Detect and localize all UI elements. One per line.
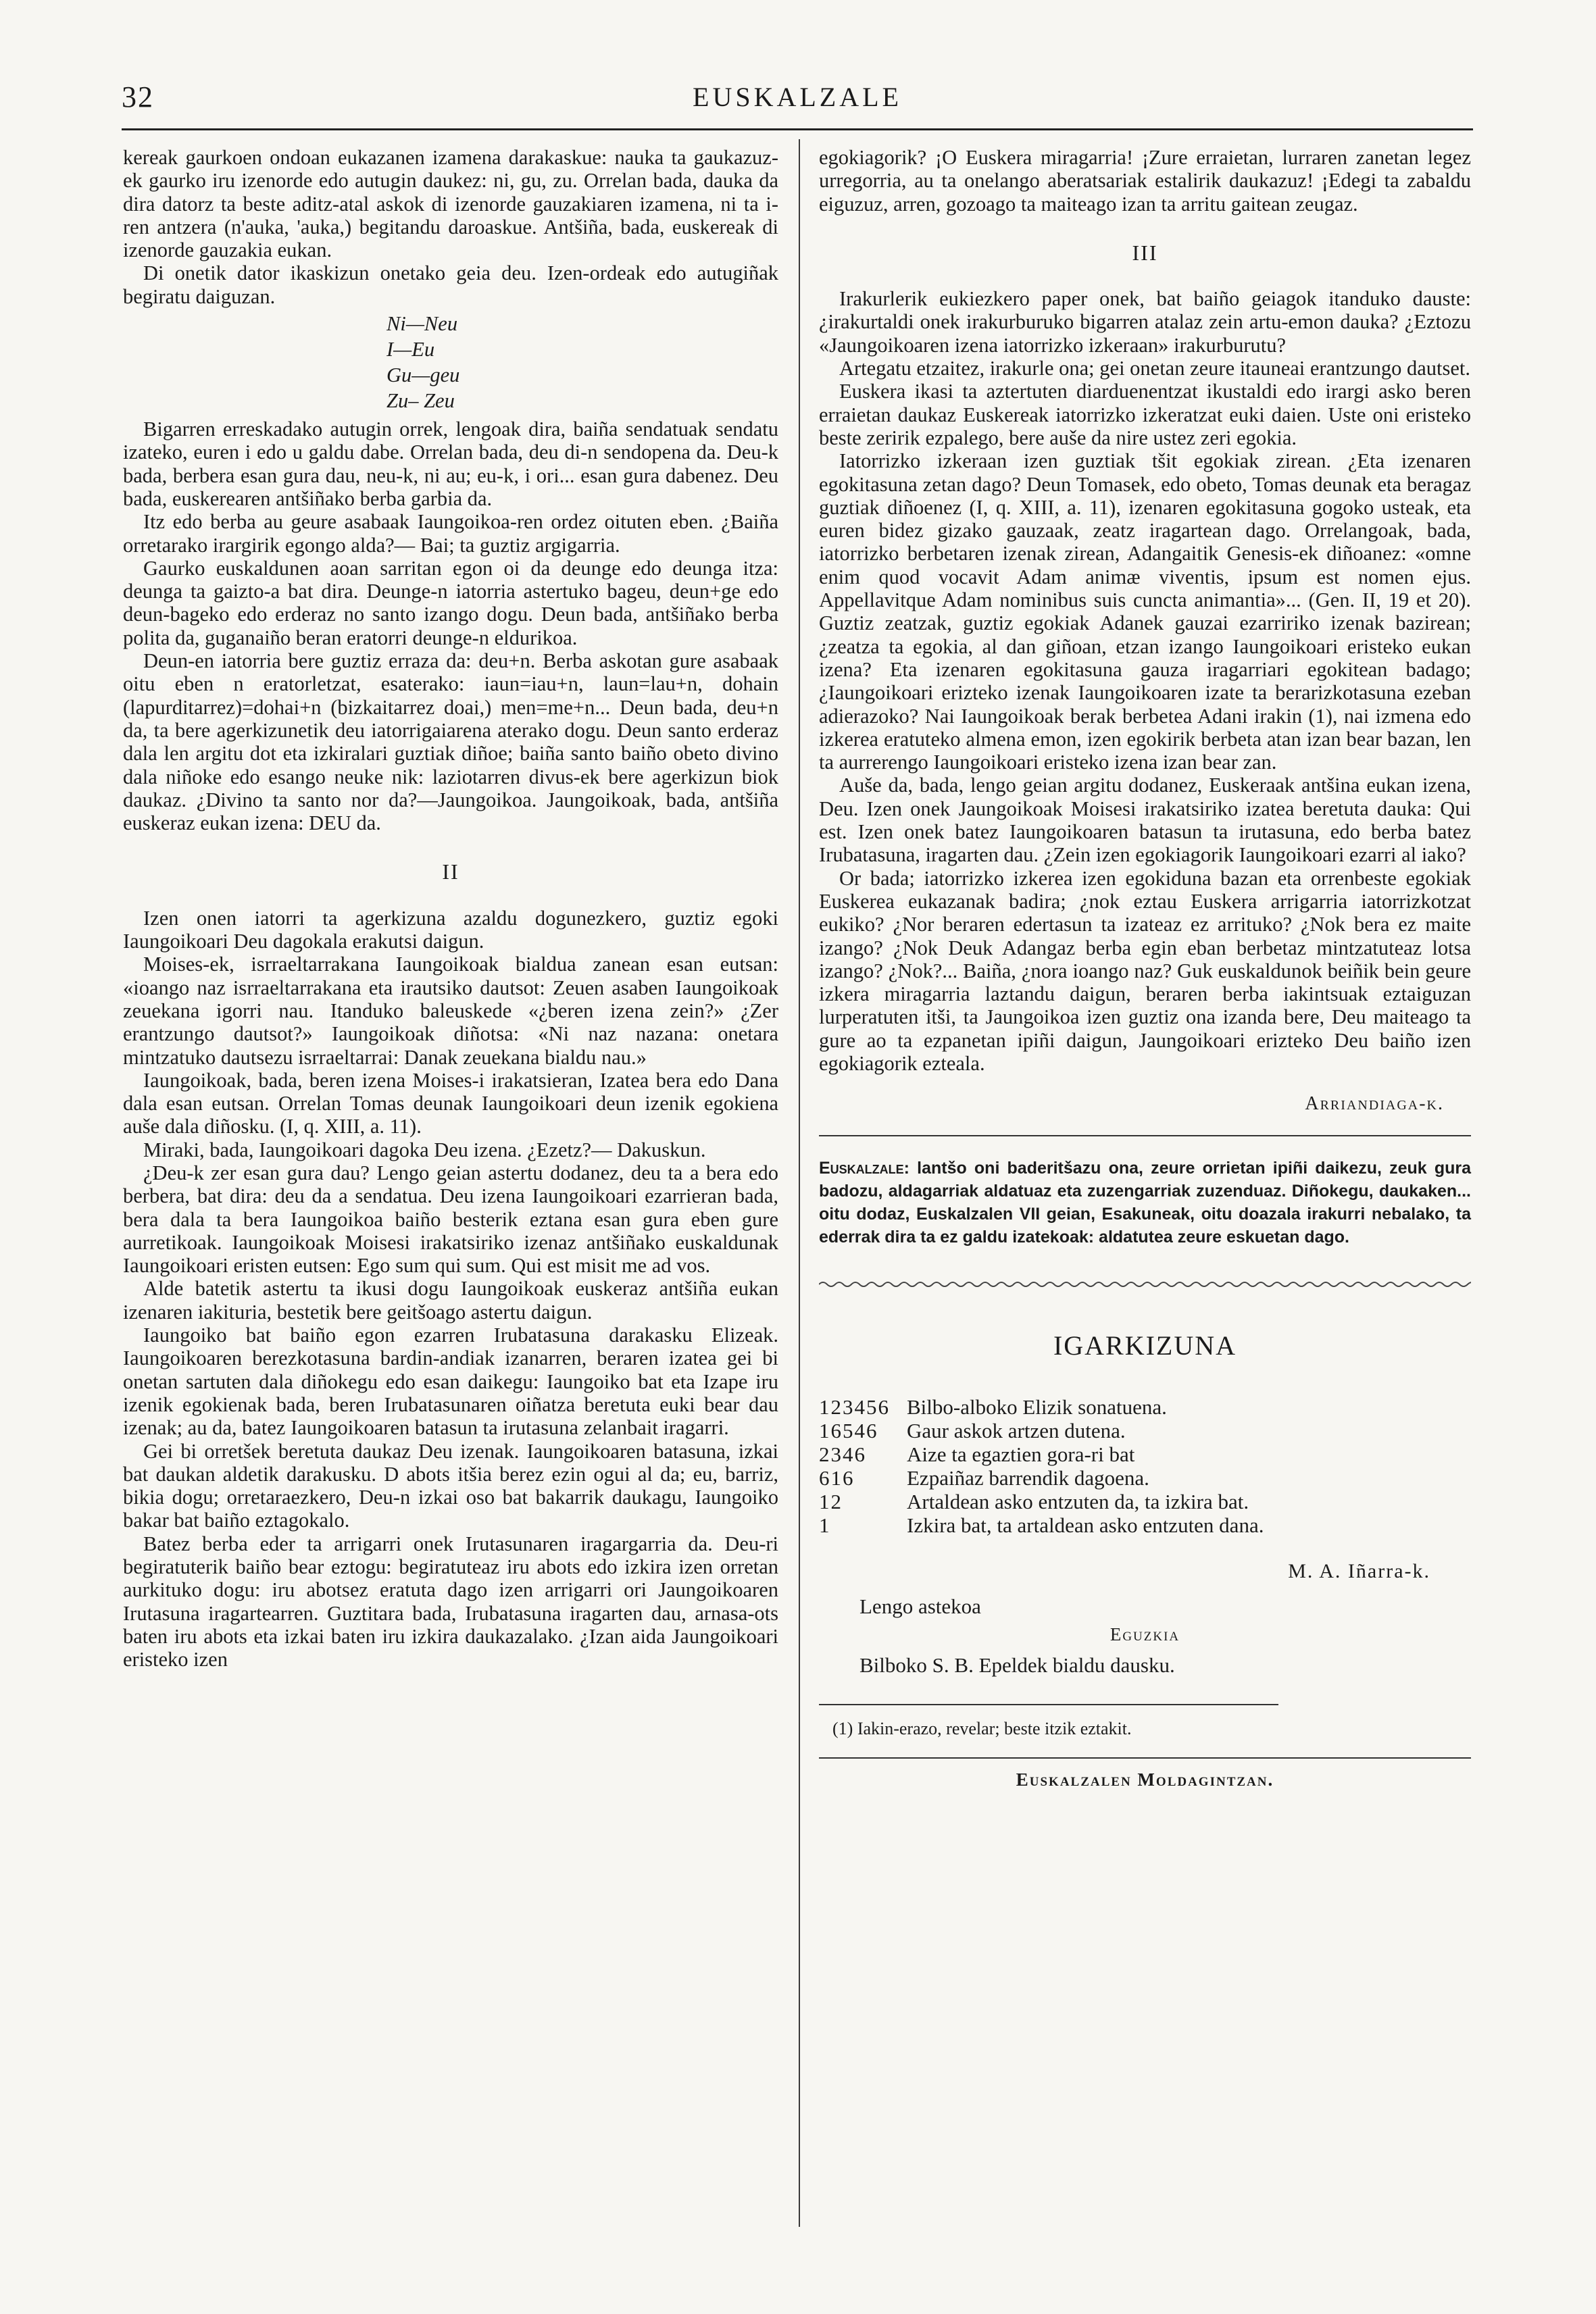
puzzle-number: 2346 [819, 1442, 866, 1467]
verse-line: Zu– Zeu [386, 389, 455, 413]
verse-line: Gu—geu [386, 363, 460, 387]
puzzle-clue: Gaur askok artzen dutena. [907, 1419, 1126, 1443]
right-paragraph-1: egokiagorik? ¡O Euskera miragarria! ¡Zure erraietan, lurraren zanetan legez urregorria, au ta onelango aberatsariak estalirik daukazuz! ¡Edegi ta zabaldu eiguzuz, arren, gozoago ta maiteago izan ta arritu gaitean zeugaz. [819, 146, 1471, 216]
header-rule [122, 128, 1473, 130]
puzzle-row [819, 1419, 1471, 1442]
left-paragraph-11: ¿Deu-k zer esan gura dau? Lengo geian astertu dodanez, deu ta a bera edo berbera, bat dira: deu da a sendatua. Deu izena Iaungoikoari ezarrieran bada, bera dala ta bera Iaungoikoa baiño besterik eztana esan gura eben gure aurretikoak. Iaungoikoak Moisesi irakatsiriko izenaz antšiñako euskaldunak Iaungoikoari eristen eutsen: Ego sum qui sum. Qui est misit me ad vos. [123, 1161, 778, 1278]
left-paragraph-14: Gei bi orretšek beretuta daukaz Deu izenak. Iaungoikoaren batasuna, izkai bat daukan aldetik darakusku. D abots itšia berez ezin ogui al da; eu, barriz, bikia dogu; orretaraezkero, Deu-n izkai oso bat bakarrik daukagu, Iaungoiko bakar bat baiño eztagokalo. [123, 1439, 778, 1532]
puzzle-row [819, 1513, 1471, 1537]
colophon-rule [819, 1757, 1471, 1759]
puzzle-list [819, 1395, 1471, 1537]
left-paragraph-15: Batez berba eder ta arrigarri onek Irutasunaren iragargarria da. Deu-ri begiratuterik baiño bear eztogu: begiratuteaz iru abots edo izkira izen orretan aurkituko dogu: iru abotsez eratuta dago izen arrigarri ori Jaungoikoaren Irutasuna iragartearren. Guztitara bada, Irubatasuna iragarten dau, arnasa-ots baten iru abots eta izkai baten iru izkira daukazalako. ¿Izan aida Jaungoikoari eristeko izen [123, 1532, 778, 1671]
page-header [122, 80, 1473, 134]
section-heading-ii: II [442, 859, 459, 884]
author-signature: Arriandiaga-k. [1305, 1093, 1444, 1115]
notice-rule [819, 1135, 1471, 1136]
puzzle-signature: M. A. Iñarra-k. [1288, 1560, 1430, 1583]
puzzle-clue: Bilbo-alboko Elizik sonatuena. [907, 1395, 1167, 1419]
section-heading-iii: III [1132, 240, 1158, 265]
puzzle-title: IGARKIZUNA [1053, 1330, 1237, 1361]
puzzle-row [819, 1442, 1471, 1466]
left-column [123, 146, 778, 1671]
pronoun-verse [386, 311, 778, 413]
previous-puzzle-label: Lengo astekoa [859, 1594, 981, 1619]
puzzle-clue: Ezpaiñaz barrendik dagoena. [907, 1466, 1149, 1490]
right-paragraph-5: Iatorrizko izkeraan izen guztiak tšit egokiak zirean. ¿Eta izenaren egokitasuna zetan dago? Deun Tomasek, edo obeto, Tomas deunak eta beragaz guztiak diñoenez (I, q. XIII, a. 11), izenaren egokitasuna gogoko usteak, eta euren bidez gizako gauzaak, zeatz iragartean dago. Orrelangoak, bada, iatorrizko berbetaren izenak zirean, Adangaitik Genesis-ek diñoanez: «omne enim quod vocavit Adam animæ viventis, ipsum est nomen ejus. Appellavitque Adam nominibus suis cuncta animantia»... (Gen. II, 19 et 20). Guztiz zeatzak, guztiz egokiak Adanek gauzai ezarririko izenak bazirean; ¿zeatza ta egokia, al dan giñoan, etzan izango Iaungoikoari eristeko eukan izena? Eta izenaren egokitasuna gauza iragarriari egokitean badago; ¿Iaungoikoari erizteko izenak Iaungoikoaren izate ta berarizkotasuna ezeban adierazoko? Nai Iaungoikoak berak berbetea Adani irakin (1), nai izmena edo izkerea eratuteko almena emon, izen egokirik berbeta atan izan bear bazan, len ta aurrerengo Iaungoikoari eristeko izena izan bear zan. [819, 449, 1471, 774]
puzzle-number: 12 [819, 1490, 843, 1514]
puzzle-row [819, 1490, 1471, 1513]
left-paragraph-10: Miraki, bada, Iaungoikoari dagoka Deu izena. ¿Ezetz?— Dakuskun. [143, 1138, 706, 1161]
right-paragraph-4: Euskera ikasi ta aztertuten diarduenentzat ikustaldi edo irargi asko beren erraietan daukaz Euskereak iatorrizko izkeratzat euki daien. Uste oni eristeko beste zeririk ezpalego, bere auše da nire ustez zeri egokia. [819, 380, 1471, 449]
puzzle-number: 16546 [819, 1419, 878, 1443]
puzzle-number: 616 [819, 1466, 855, 1490]
verse-line: I—Eu [386, 338, 435, 361]
right-paragraph-3: Artegatu etzaitez, irakurle ona; gei onetan zeure itauneai erantzungo dautset. [839, 357, 1471, 380]
left-paragraph-9: Iaungoikoak, bada, beren izena Moises-i irakatsieran, Izatea bera edo Dana dala esan eutsan. Orrelan Tomas deunak Iaungoikoari deun izenik egokiena auše dala diñosku. (I, q. XIII, a. 11). [123, 1068, 778, 1138]
left-paragraph-8: Moises-ek, isrraeltarrakana Iaungoikoak bialdua zanean esan eutsan: «ioango naz isrraeltarrakana eta irautsiko dautsot: Zeuen asaben Iaungoikoak zeuekana igorri nau. Itanduko baleuskede «¿beren izena zein?» ¿Zer erantzungo dautsot?» Iaungoikoak diñotsa: «Ni naz nazana: onetara mintzatuko dautsezu isrraeltarrai: Danak zeuekana bialdu nau.» [123, 953, 778, 1069]
right-paragraph-6: Auše da, bada, lengo geian argitu dodanez, Euskeraak antšina eukan izena, Deu. Izen onek Jaungoikoak Moisesi irakatsiriko izatea beretuta dauka: Qui est. Izen onek batez Iaungoikoaren batasun ta irutasuna, edo berba batez Irubatasuna, iragarten dau. ¿Zein izen egokiagorik Iaungoikoari ezarri al iako? [819, 774, 1471, 867]
puzzle-row [819, 1395, 1471, 1419]
notice-text: lantšo oni baderitšazu ona, zeure orrietan ipiñi daikezu, zeuk gura badozu, aldagarriak aldatuaz eta zuzengarriak zuzenduaz. Diñokegu, daukaken... oitu dodaz, Euskalzalen VII geian, Esakuneak, oitu doazala irakurri nebalako, ta ederrak dira ta ez galdu izatekoak: aldatutea zeure eskuetan dago. [819, 1158, 1471, 1247]
left-paragraph-12: Alde batetik astertu ta ikusi dogu Iaungoikoak euskeraz antšiña eukan izenaren iakituria, bestetik bere geitšoago astertu daigun. [123, 1277, 778, 1324]
wavy-divider [819, 1280, 1471, 1289]
column-divider [799, 139, 800, 2227]
right-paragraph-7: Or bada; iatorrizko izkerea izen egokiduna bazan eta orrenbeste egokiak Euskerea eukazanak badira; ¿nok eztau Euskera arrigarria iatorrizkotzat eukiko? ¿Nor beraren edertasun ta izateaz ez arrituko? ¿Nok bera ez maite izango? ¿Nok Deuk Adangaz berba egin eban berbetaz mintzatuteaz lotsa izango? ¿Nok?... Baiña, ¿nora ioango naz? Guk euskaldunok beiñik bein geure izkera miragarria laztandu daigun, beraren berba iakintsuak eztaiguzan lurperatuten itši, ta Jaungoikoa izen guztiz ona izanda bere, Deu maiteago ta gure ao ta ezpanetan ipiñi daigun, Jaungoikoari erizteko Deu baiño izen egokiagorik ezteala. [819, 866, 1471, 1075]
left-paragraph-13: Iaungoiko bat baiño egon ezarren Irubatasuna darakasku Elizeak. Iaungoikoaren berezkotasuna bardin-andiak izanarren, beraren izatea gei bi onetan sartuten dala diñokegu edo esan daikegu: Iaungoiko bat eta Izape iru izenik egokienak bada, beren Irubatasunaren oiñatza beretuta euki bear dau izenak; au da, batez Iaungoikoaren batasun ta irutasuna zelanbait iragarri. [123, 1324, 778, 1440]
solver-credit: Bilboko S. B. Epeldek bialdu dausku. [859, 1653, 1175, 1678]
left-paragraph-4: Itz edo berba au geure asabaak Iaungoikoa-ren ordez oituten eben. ¿Baiña orretarako irargirik egongo alda?— Bai; ta guztiz argigarria. [123, 510, 778, 557]
puzzle-clue: Artaldean asko entzuten da, ta izkira bat. [907, 1490, 1249, 1514]
puzzle-row [819, 1466, 1471, 1490]
footnote: (1) Iakin-erazo, revelar; beste itzik eztakit. [832, 1719, 1132, 1739]
right-column [819, 146, 1471, 1791]
verse-line: Ni—Neu [386, 312, 458, 336]
left-paragraph-5: Gaurko euskaldunen aoan sarritan egon oi da deunge edo deunga itza: deunga ta gaizto-a bat dira. Deunge-n iatorria astertuko bageu, deun+ge edo deun-bageko edo erderaz no santo izango dogu. Deun bada, antšiñako berba polita da, guganaiño beran eratorri deunge-n eldurikoa. [123, 556, 778, 649]
puzzle-clue: Izkira bat, ta artaldean asko entzuten dana. [907, 1513, 1264, 1538]
left-paragraph-1: kereak gaurkoen ondoan eukazanen izamena darakaskue: nauka ta gaukazuz-ek gaurko iru izenorde edo autugin daukez: ni, gu, zu. Orrelan bada, dauka da dira datorz ta beste aditz-atal askok di izenorde gauzakiaren izamena, ni ta i-ren antzera (n'auka, 'auka,) begitandu daroaskue. Antšiña, bada, euskereak di izenorde gauzakia eukan. [123, 146, 778, 262]
puzzle-number: 1 [819, 1513, 831, 1538]
left-paragraph-6: Deun-en iatorria bere guztiz erraza da: deu+n. Berba askotan gure asabaak oitu eben n eratorletzat, esaterako: iaun=iau+n, laun=lau+n, dohain (lapurditarrez)=dohai+n (bizkaitarrez doai,) men=me+n... Deun bada, deu+n da, ta bere agerkizunetik deu iatorrigaiarena aterako dogu. Deun santo erderaz dala len argitu dot eta izkiralari guztiak diñoe; baiña santo baiño obeto divino dala niñoke edo esango neuke nik: laziotarren divus-ek bere agerkizun biok daukaz. ¿Divino ta santo nor da?—Jaungoikoa. Jaungoikoak, bada, antšiña euskeraz eukan izena: DEU da. [123, 649, 778, 835]
left-paragraph-3: Bigarren erreskadako autugin orrek, lengoak dira, baiña sendatuak sendatu izateko, euren i edo u galdu dabe. Orrelan bada, deu di-n sendopena da. Deu-k bada, berbera esan gura dau, neu-k, ni au; eu-k, i ori... esan gura dabenez. Deu bada, euskerearen antšiñako berba garbia da. [123, 418, 778, 510]
colophon: Euskalzalen Moldagintzan. [1016, 1769, 1274, 1790]
puzzle-number: 123456 [819, 1395, 890, 1419]
running-title: EUSKALZALE [693, 82, 902, 112]
page-number: 32 [122, 80, 154, 114]
previous-puzzle-answer: Eguzkia [1109, 1624, 1180, 1644]
left-paragraph-7: Izen onen iatorri ta agerkizuna azaldu dogunezkero, guztiz egoki Iaungoikoari Deu dagokala erakutsi daigun. [123, 906, 778, 953]
notice-label: Euskalzale: [819, 1158, 909, 1178]
right-paragraph-2: Irakurlerik eukiezkero paper onek, bat baiño geiagok itanduko dauste: ¿irakurtaldi onek irakurburuko bigarren atalaz zein artu-emon dauka? ¿Eztozu «Jaungoikoaren izena iatorrizko izkeraan» irakurburutu? [819, 287, 1471, 357]
left-paragraph-2: Di onetik dator ikaskizun onetako geia deu. Izen-ordeak edo autugiñak begiratu daiguzan. [123, 261, 778, 308]
puzzle-clue: Aize ta egaztien gora-ri bat [907, 1442, 1135, 1467]
footnote-rule [819, 1704, 1278, 1705]
editor-notice [819, 1157, 1471, 1249]
